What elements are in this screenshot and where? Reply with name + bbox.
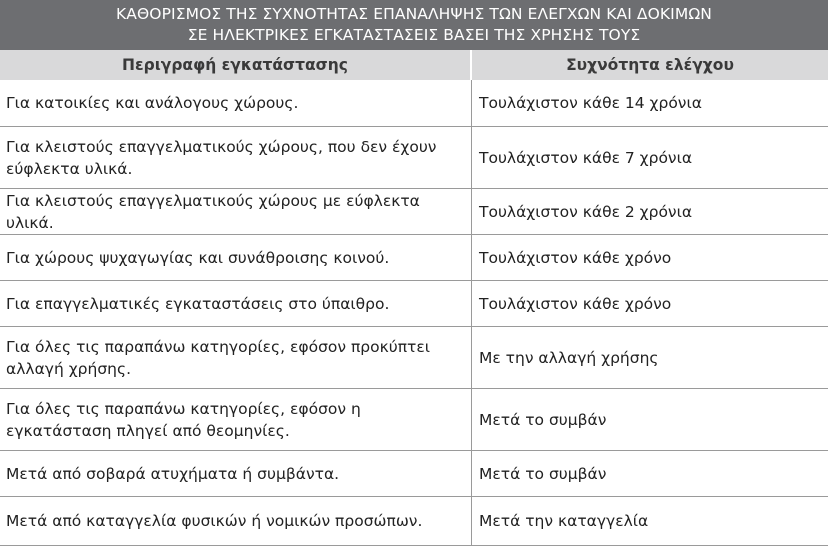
frequency-cell: Τουλάχιστον κάθε 14 χρόνια (479, 94, 702, 112)
column-header-description: Περιγραφή εγκατάστασης (0, 50, 472, 80)
table-row (0, 188, 828, 234)
description-cell: Για όλες τις παραπάνω κατηγορίες, εφόσον η εγκατάσταση πληγεί από θεομηνίες. (0, 389, 472, 450)
table-row (0, 280, 828, 326)
frequency-cell: Τουλάχιστον κάθε 2 χρόνια (479, 202, 693, 221)
table-row (0, 496, 828, 546)
description-cell: Για κλειστούς επαγγελματικούς χώρους με εύφλεκτα υλικά. (0, 189, 472, 234)
column-header-frequency: Συχνότητα ελέγχου (566, 56, 734, 74)
table-title (0, 0, 828, 50)
frequency-cell: Τουλάχιστον κάθε χρόνο (479, 248, 672, 267)
description-cell: Μετά από καταγγελία φυσικών ή νομικών προσώπων. (0, 497, 472, 545)
frequency-cell: Μετά το συμβάν (479, 410, 607, 429)
table-row (0, 234, 828, 280)
table-row (0, 326, 828, 388)
description-cell: Για χώρους ψυχαγωγίας και συνάθροισης κοινού. (0, 235, 472, 280)
table-body (0, 80, 828, 546)
description-cell: Για κατοικίες και ανάλογους χώρους. (0, 80, 472, 126)
frequency-cell: Μετά την καταγγελία (479, 512, 649, 530)
table-row (0, 450, 828, 496)
table-title-line-2: ΣΕ ΗΛΕΚΤΡΙΚΕΣ ΕΓΚΑΤΑΣΤΑΣΕΙΣ ΒΑΣΕΙ ΤΗΣ ΧΡΗΣΗΣ ΤΟΥΣ (187, 26, 641, 44)
table-header-row (0, 50, 828, 80)
frequency-cell: Με την αλλαγή χρήσης (479, 348, 659, 367)
description-cell: Για επαγγελματικές εγκαταστάσεις στο ύπαιθρο. (0, 281, 472, 326)
table-row (0, 388, 828, 450)
description-cell: Μετά από σοβαρά ατυχήματα ή συμβάντα. (0, 451, 472, 496)
table-row (0, 126, 828, 188)
frequency-cell: Τουλάχιστον κάθε χρόνο (479, 294, 672, 313)
frequency-cell: Τουλάχιστον κάθε 7 χρόνια (479, 148, 693, 167)
description-cell: Για όλες τις παραπάνω κατηγορίες, εφόσον προκύπτει αλλαγή χρήσης. (0, 327, 472, 388)
table-title-line-1: ΚΑΘΟΡΙΣΜΟΣ ΤΗΣ ΣΥΧΝΟΤΗΤΑΣ ΕΠΑΝΑΛΗΨΗΣ ΤΩΝ ΕΛΕΓΧΩΝ ΚΑΙ ΔΟΚΙΜΩΝ (116, 5, 712, 23)
table-row (0, 80, 828, 126)
frequency-cell: Μετά το συμβάν (479, 464, 607, 483)
description-cell: Για κλειστούς επαγγελματικούς χώρους, που δεν έχουν εύφλεκτα υλικά. (0, 127, 472, 188)
